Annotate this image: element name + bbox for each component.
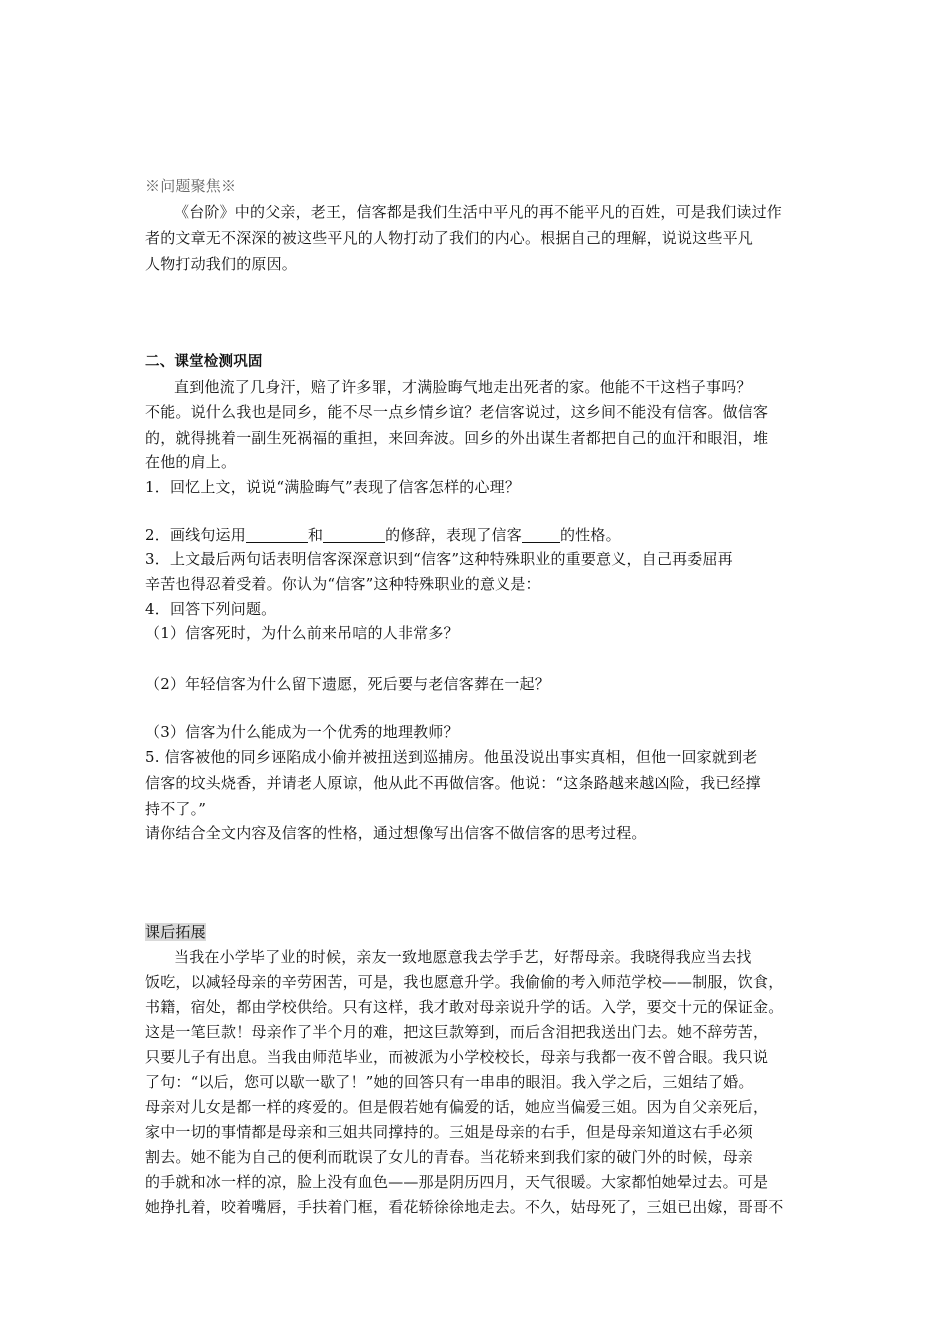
focus-line-2: 者的文章无不深深的被这些平凡的人物打动了我们的内心。根据自己的理解，说说这些平凡 — [145, 229, 754, 247]
section-heading: 二、课堂检测巩固 — [145, 354, 263, 370]
after-line-1: 当我在小学毕了业的时候，亲友一致地愿意我去学手艺，好帮母亲。我晓得我应当去找 — [174, 948, 752, 966]
after-line-6: 了句：“以后，您可以歇一歇了！”她的回答只有一串串的眼泪。我入学之后，三姐结了婚。 — [145, 1073, 754, 1091]
after-line-3: 书籍，宿处，都由学校供给。只有这样，我才敢对母亲说升学的话。入学，要交十元的保证金。 — [145, 998, 784, 1016]
answer-blank-3[interactable] — [522, 528, 560, 543]
after-class-heading-text: 课后拓展 — [145, 923, 206, 941]
question-4: 4．回答下列问题。 — [145, 600, 277, 618]
passage-line-2: 不能。说什么我也是同乡，能不尽一点乡情乡谊？老信客说过，这乡间不能没有信客。做信客 — [145, 403, 769, 421]
passage-line-1: 直到他流了几身汗，赔了许多罪，才满脸晦气地走出死者的家。他能不干这档子事吗？ — [174, 378, 752, 396]
question-5-line-3: 持不了。” — [145, 800, 207, 818]
question-2-suffix: 的性格。 — [559, 526, 621, 544]
answer-blank-2[interactable] — [323, 528, 385, 543]
after-line-10: 的手就和冰一样的凉，脸上没有血色——那是阴历四月，天气很暖。大家都怕她晕过去。可是 — [145, 1173, 769, 1191]
passage-line-4: 在他的肩上。 — [145, 453, 237, 471]
focus-line-1: 《台阶》中的父亲，老王，信客都是我们生活中平凡的再不能平凡的百姓，可是我们读过作 — [174, 203, 783, 221]
answer-blank-1[interactable] — [246, 528, 308, 543]
passage-line-3: 的，就得挑着一副生死祸福的重担，来回奔波。回乡的外出谋生者都把自己的血汗和眼泪，堆 — [145, 429, 769, 447]
question-3-line-2: 辛苦也得忍着受着。你认为“信客”这种特殊职业的意义是： — [145, 575, 541, 593]
question-5-line-1: 5. 信客被他的同乡诬陷成小偷并被扭送到巡捕房。他虽没说出事实真相，但他一回家就到老 — [145, 748, 758, 766]
after-line-9: 割去。她不能为自己的便利而耽误了女儿的青春。当花轿来到我们家的破门外的时候，母亲 — [145, 1148, 754, 1166]
question-3-line-1: 3．上文最后两句话表明信客深深意识到“信客”这种特殊职业的重要意义，自己再委屈再 — [145, 550, 733, 568]
question-5-line-4: 请你结合全文内容及信客的性格，通过想像写出信客不做信客的思考过程。 — [145, 824, 647, 842]
question-1: 1．回忆上文，说说“满脸晦气”表现了信客怎样的心理？ — [145, 478, 521, 496]
after-line-5: 只要儿子有出息。当我由师范毕业，而被派为小学校校长，母亲与我都一夜不曾合眼。我只说 — [145, 1048, 769, 1066]
question-2-prefix: 2．画线句运用 — [145, 526, 246, 544]
after-class-heading — [145, 922, 815, 942]
question-2-mid2: 的修辞，表现了信客 — [385, 526, 522, 544]
after-line-7: 母亲对儿女是都一样的疼爱的。但是假若她有偏爱的话，她应当偏爱三姐。因为自父亲死后， — [145, 1098, 769, 1116]
question-4-1: （1）信客死时，为什么前来吊唁的人非常多？ — [145, 624, 459, 642]
question-4-2: （2）年轻信客为什么留下遗愿，死后要与老信客葬在一起？ — [145, 675, 550, 693]
question-4-3: （3）信客为什么能成为一个优秀的地理教师？ — [145, 723, 459, 741]
question-2-mid1: 和 — [307, 526, 324, 544]
after-line-8: 家中一切的事情都是母亲和三姐共同撑持的。三姐是母亲的右手，但是母亲知道这右手必须 — [145, 1123, 754, 1141]
question-2 — [145, 525, 815, 545]
question-5-line-2: 信客的坟头烧香，并请老人原谅，他从此不再做信客。他说：“这条路越来越凶险，我已经撑 — [145, 774, 761, 792]
focus-line-3: 人物打动我们的原因。 — [145, 255, 298, 273]
after-line-4: 这是一笔巨款！母亲作了半个月的难，把这巨款筹到，而后含泪把我送出门去。她不辞劳苦， — [145, 1023, 769, 1041]
focus-title: ※问题聚焦※ — [145, 177, 237, 195]
after-line-2: 饭吃，以减轻母亲的辛劳困苦，可是，我也愿意升学。我偷偷的考入师范学校——制服，饮食， — [145, 973, 784, 991]
after-line-11: 她挣扎着，咬着嘴唇，手扶着门框，看花轿徐徐地走去。不久，姑母死了，三姐已出嫁，哥哥不 — [145, 1198, 784, 1216]
